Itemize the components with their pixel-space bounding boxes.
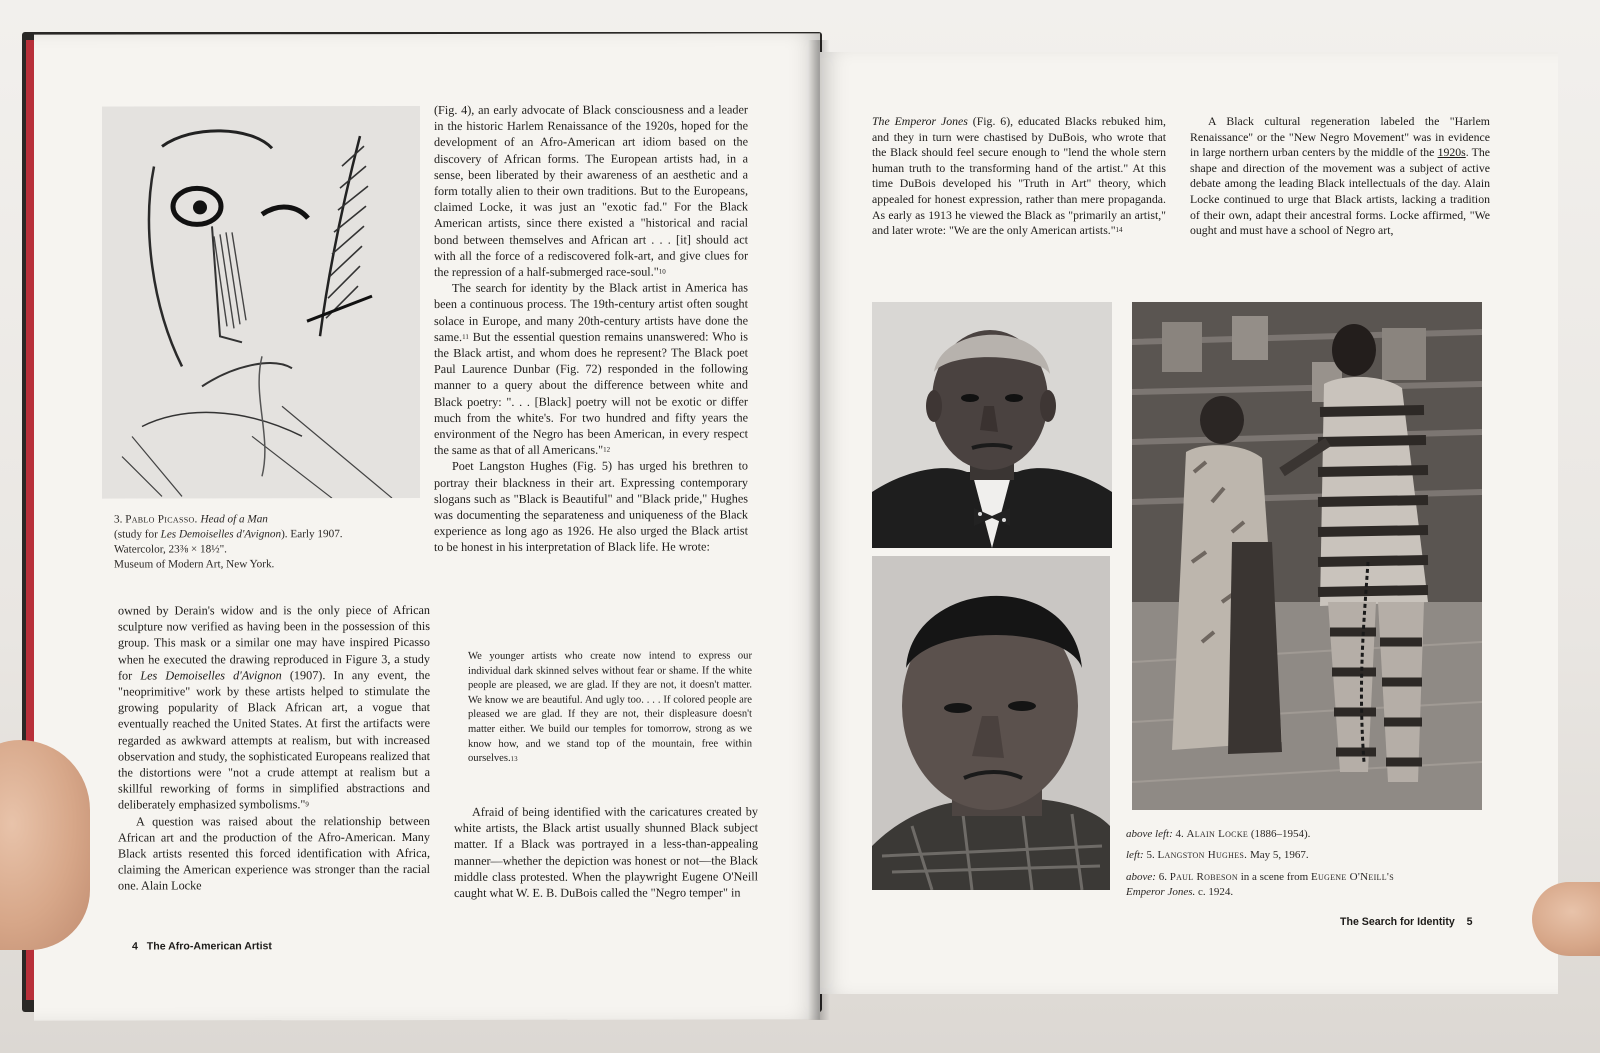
- alain-locke-portrait: [872, 302, 1112, 548]
- figure-3-caption: [114, 512, 404, 573]
- figure-number: 4.: [1175, 828, 1184, 840]
- paragraph-text: owned by Derain's widow and is the only piece of African sculpture now verified as having been in the possession of this group. This mask or a similar one may have inspired Picasso when he executed the drawing reproduced in Figure 3, a study for: [118, 602, 430, 683]
- figure-number: 6.: [1158, 871, 1167, 883]
- footnote-ref: 10: [658, 267, 666, 276]
- figure-number: 3.: [114, 513, 123, 526]
- paragraph: A question was raised about the relationship between African art and the production of the Afro-American. Many Black artists resented this forced identification with Africa, claiming the American experience was stronger than the racial one. Alain Locke: [118, 813, 430, 893]
- playwright-name: Eugene O'Neill's: [1310, 871, 1394, 883]
- paragraph: Afraid of being identified with the caricatures created by white artists, the Black artist usually shunned Black subject matter. If a Black was portrayed in a less-than-appealing manner—whether the depiction was honest or not—the Black middle class protested. When the playwright Eugene O'Neill caught what W. E. B. DuBois called the "Negro temper" in: [454, 804, 758, 900]
- paragraph-text: (Fig. 4), an early advocate of Black consciousness and a leader in the historic Harlem Renaissance of the 1920s, hoped for the development of an Afro-American art idiom based on the discovery of African forms. The European artists had, in a sense, been liberated by their awareness of an aesthetic and a form totally alien to their own traditions. But to the Europeans, claimed Locke, it was just an "exotic fad." For the Black American artists, since there existed a "historical and racial bond between themselves and African art . . . [it] should act with all the force of a rediscovered folk-art, and give clues for the repression of a half-submerged race-soul.": [434, 102, 748, 280]
- right-page-column-1: [872, 114, 1166, 239]
- caption-text: ). Early 1907.: [281, 528, 343, 541]
- paragraph-text: But the essential question remains unanswered: Who is the Black artist, and whom does he represent? The Black poet Paul Laurence Dunbar (Fig. 72) responded in the following manner to a query about the difference between white and Black poetry: ". . . [Black] poetry will not be exotic or differ much from the white's. For two hundred and fifty years the environment of the Negro has been American, in every respect the same as that of all Americans.": [434, 329, 748, 458]
- figure-4-alain-locke-photo: [872, 302, 1112, 548]
- caption-text: c. 1924.: [1195, 886, 1234, 898]
- subject-name: Paul Robeson: [1169, 871, 1238, 883]
- figure-3-picasso-drawing: [102, 106, 420, 499]
- right-column-continued: [454, 803, 758, 901]
- footnote-ref: 12: [603, 445, 611, 454]
- running-title: The Afro-American Artist: [146, 940, 272, 953]
- footnote-ref: 14: [1115, 226, 1123, 235]
- right-page: [820, 52, 1558, 994]
- footnote-ref: 9: [305, 800, 309, 809]
- caption-title: Les Demoiselles d'Avignon: [160, 528, 282, 541]
- caption-text: in a scene from: [1237, 871, 1311, 883]
- left-page: [34, 33, 820, 1020]
- subject-name: Alain Locke: [1186, 828, 1249, 840]
- right-page-column-2: [1190, 114, 1490, 239]
- caption-position: above left:: [1126, 828, 1173, 840]
- paragraph: Poet Langston Hughes (Fig. 5) has urged his brethren to portray their blackness in their art. Expressing contemporary slogans such as "Black is Beautiful" and "Black pride," Hughes was documenting the separateness and uniqueness of the Black experience as long ago as 1926. He also urged the Black artist to be honest in his interpretation of Black life. He wrote:: [434, 458, 748, 555]
- artwork-title: Head of a Man: [200, 513, 268, 526]
- langston-hughes-portrait: [872, 556, 1110, 890]
- right-thumb: [1532, 882, 1600, 956]
- caption-medium: Watercolor, 23⅜ × 18½".: [114, 543, 227, 556]
- quote-text: We younger artists who create now intend to express our individual dark skinned selves without fear or shame. If the white people are pleased, we are glad. If they are not, it doesn't matter. We know we are beautiful. And ugly too. . . . If colored people are pleased we are glad. If they are not, their displeasure doesn't matter either. We build our temples for tomorrow, strong as we know how, and we stand top of the mountain, free within ourselves.: [468, 650, 752, 765]
- right-column-text: [434, 101, 748, 555]
- caption-text: (1886–1954).: [1248, 828, 1311, 840]
- emperor-jones-scene: [1132, 302, 1482, 810]
- caption-figure-4: [1126, 824, 1486, 845]
- caption-collection: Museum of Modern Art, New York.: [114, 558, 275, 571]
- picasso-sketch-image: [102, 106, 420, 499]
- paragraph-text: The search for identity by the Black artist in America has been a continuous process. The 19th-century artist often sought solace in Europe, and many 20th-century artists have done the same.: [434, 280, 748, 344]
- artwork-title: Les Demoiselles d'Avignon: [140, 668, 282, 683]
- paragraph-text: A Black cultural regeneration labeled the "Harlem Renaissance" or the "New Negro Movement" was in evidence in large northern urban centers by the middle of the: [1190, 114, 1490, 160]
- play-title: The Emperor Jones: [872, 114, 968, 128]
- caption-figure-5: [1126, 845, 1486, 866]
- left-thumb: [0, 740, 90, 950]
- caption-position: above:: [1126, 871, 1156, 883]
- play-title: Emperor Jones.: [1126, 886, 1196, 898]
- page-number: 5: [1466, 916, 1473, 928]
- artist-name: Pablo Picasso.: [125, 513, 198, 526]
- paragraph-text: (1907). In any event, the "neoprimitive" work by these artists helped to stimulate the growing popularity of Black African art, a vogue that eventually reached the United States. At first the artifacts were regarded as awkward attempts at realism, but with increased observation and study, the sophisticated Europeans realized that the distortions were "not a crude attempt at realism but a skillful reworking of forms in simplified abstractions and deliberately emphasized symbolisms.": [118, 667, 430, 812]
- caption-position: left:: [1126, 849, 1144, 861]
- figures-4-6-captions: [1126, 824, 1486, 900]
- decade-text: 1920s: [1437, 145, 1466, 160]
- footnote-ref: 13: [510, 754, 518, 764]
- hughes-quote: [468, 649, 752, 766]
- footnote-ref: 11: [462, 332, 469, 341]
- running-title: The Search for Identity: [1340, 916, 1455, 928]
- figure-6-paul-robeson-photo: [1132, 302, 1482, 810]
- paragraph-text: (Fig. 6), educated Blacks rebuked him, and they in turn were chastised by DuBois, who wrote that the Black should feel secure enough to "lend the whole stern human truth to the transforming hand of the artist." At this time DuBois developed his "Truth in Art" theory, which appealed for honest expression, rather than mere propaganda. As early as 1913 he viewed the Black as "primarily an artist," and later wrote: "We are the only American artists.": [872, 114, 1166, 238]
- caption-text: May 5, 1967.: [1247, 849, 1309, 861]
- figure-5-langston-hughes-photo: [872, 556, 1110, 890]
- subject-name: Langston Hughes.: [1157, 849, 1248, 861]
- left-column-text: [118, 602, 430, 894]
- right-page-footer: [1340, 916, 1472, 928]
- page-number: 4: [132, 940, 138, 953]
- figure-number: 5.: [1146, 849, 1155, 861]
- left-page-footer: [132, 940, 272, 952]
- caption-text: (study for: [114, 528, 161, 541]
- paragraph-text: . The shape and direction of the movement was a subject of active debate among the leading Black intellectuals of the day. Alain Locke continued to urge that Black artists, lacking a tradition of their own, adapt their ancestral forms. Locke affirmed, "We ought and must have a school of Negro art,: [1190, 145, 1490, 238]
- caption-figure-6: [1126, 870, 1486, 900]
